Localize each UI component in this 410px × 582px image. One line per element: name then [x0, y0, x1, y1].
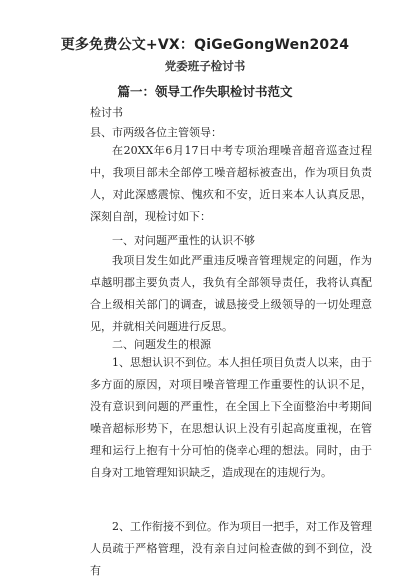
paragraph-3-text: 1、思想认识不到位。本人担任项目负责人以来，由于多方面的原因，对项目噪音管理工作重要性的认识不足，没有意识到问题的严重性，在全国上下全面整治中考期间噪音超标形势下，在思想认识上没有引起高度重视，在管理和运行上抱有十分可怕的侥幸心理的想法。同时，由于自身对工地管理知识缺乏，造成现在的违规行为。: [90, 356, 372, 479]
doc-label: 检讨书: [90, 106, 123, 119]
paragraph-4-text: 2、工作衔接不到位。作为项目一把手，对工作及管理人员疏于严格管理，没有亲自过问检查做的到不到位，没有: [90, 520, 372, 577]
salutation: 县、市两级各位主管领导：: [90, 126, 222, 139]
paragraph-2-text: 我项目发生如此严重违反噪音管理规定的问题，作为卓越明郡主要负责人，我负有全部领导责任，我将认真配合上级相关部门的调查，诚恳接受上级领导的一切处理意见，并就相关问题进行反思。: [90, 254, 372, 333]
paragraph-4: [90, 516, 372, 582]
section-title: 篇一：领导工作失职检讨书范文: [117, 84, 293, 99]
paragraph-3: [90, 352, 372, 484]
document-subtitle: 党委班子检讨书: [164, 59, 246, 73]
heading-1: 一、对问题严重性的认识不够: [112, 234, 255, 247]
promo-banner: 更多免费公文+VX：QiGeGongWen2024: [60, 37, 350, 53]
paragraph-2: [90, 250, 372, 338]
paragraph-intro: [90, 140, 372, 228]
heading-2: 二、问题发生的根源: [112, 338, 211, 351]
paragraph-intro-text: 在20XX年6月17日中考专项治理噪音超音巡查过程中，我项目部未全部停工噪音超标被查出，作为项目负责人，对此深感震惊、愧疚和不安，近日来本人认真反思，深刻自剖，现检讨如下：: [90, 144, 372, 223]
